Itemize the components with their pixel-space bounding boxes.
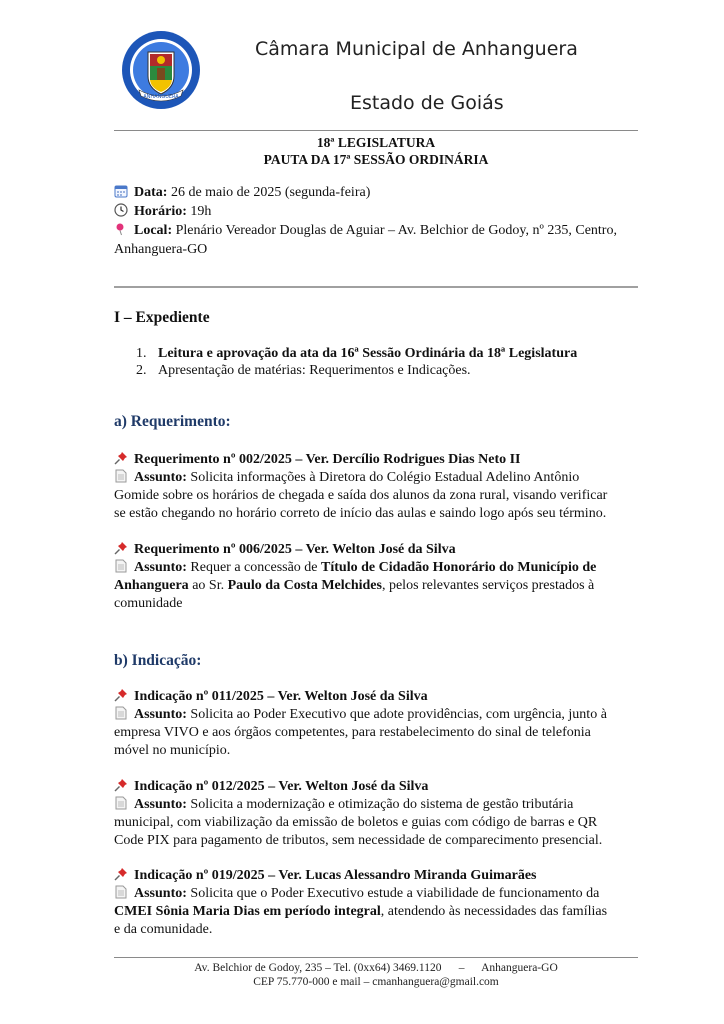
indicacao-text: empresa VIVO e aos órgãos competentes, para restabelecimento do sinal de telefonia xyxy=(114,725,591,740)
indicacao-text: CMEI Sônia Maria Dias em período integral, atendendo às necessidades das famílias xyxy=(114,904,608,919)
requerimento-heading: a) Requerimento: xyxy=(114,413,231,430)
time-value: 19h xyxy=(186,204,212,219)
indicacao-text: municipal, com viabilização da emissão de boletos e guias com código de barras e QR xyxy=(114,815,598,830)
place-value-1: Plenário Vereador Douglas de Aguiar – Av. Belchior de Godoy, nº 235, Centro, xyxy=(172,223,617,238)
pushpin-icon xyxy=(114,867,128,881)
indicacao-title: Indicação nº 011/2025 – Ver. Welton José da Silva xyxy=(114,688,644,706)
list-item: 1. Leitura e aprovação da ata da 16ª Sessão Ordinária da 18ª Legislatura xyxy=(136,346,578,361)
pushpin-icon xyxy=(114,451,128,465)
time-label: Horário: xyxy=(134,204,187,219)
requerimento-text: Gomide sobre os horários de chegada e saída dos alunos da zona rural, visando verificar xyxy=(114,488,608,503)
requerimento-text: se estão chegando no horário correto de início das aulas e saindo logo após seu término. xyxy=(114,506,607,521)
requerimento-text: Anhanguera ao Sr. Paulo da Costa Melchides, pelos relevantes serviços prestados à xyxy=(114,578,595,593)
page-icon xyxy=(114,559,128,573)
requerimento-text: comunidade xyxy=(114,596,183,611)
footer-divider xyxy=(114,957,638,958)
pushpin-icon xyxy=(114,688,128,702)
round-pushpin-icon xyxy=(114,222,128,236)
page-icon xyxy=(114,469,128,483)
page-icon xyxy=(114,796,128,810)
indicacao-heading: b) Indicação: xyxy=(114,652,202,669)
requerimento-assunto: Assunto: Solicita informações à Diretora do Colégio Estadual Adelino Antônio xyxy=(114,469,644,487)
indicacao-text: e da comunidade. xyxy=(114,922,213,937)
requerimento-title: Requerimento nº 006/2025 – Ver. Welton José da Silva xyxy=(114,541,644,559)
requerimento-assunto: Assunto: Requer a concessão de Título de Cidadão Honorário do Município de xyxy=(114,559,644,577)
indicacao-title: Indicação nº 012/2025 – Ver. Welton José da Silva xyxy=(114,778,644,796)
place-label: Local: xyxy=(134,223,173,238)
info-time xyxy=(114,203,644,221)
pushpin-icon xyxy=(114,541,128,555)
list-item: 2. Apresentação de matérias: Requerimentos e Indicações. xyxy=(136,363,471,378)
indicacao-text: móvel no município. xyxy=(114,743,231,758)
page-subtitle: Estado de Goiás xyxy=(350,92,504,114)
info-divider xyxy=(114,286,638,288)
calendar-icon xyxy=(114,184,128,198)
header-divider xyxy=(114,130,638,131)
page-icon xyxy=(114,706,128,720)
pauta-heading: PAUTA DA 17ª SESSÃO ORDINÁRIA xyxy=(263,152,489,167)
info-date xyxy=(114,184,644,202)
place-value-2: Anhanguera-GO xyxy=(114,242,208,257)
requerimento-title: Requerimento nº 002/2025 – Ver. Dercílio Rodrigues Dias Neto II xyxy=(114,451,644,469)
date-label: Data: xyxy=(134,185,168,200)
indicacao-title: Indicação nº 019/2025 – Ver. Lucas Alessandro Miranda Guimarães xyxy=(114,867,644,885)
seal-text: ANHANGUERA xyxy=(143,94,179,100)
indicacao-assunto: Assunto: Solicita que o Poder Executivo estude a viabilidade de funcionamento da xyxy=(114,885,644,903)
footer-address: Av. Belchior de Godoy, 235 – Tel. (0xx64) 3469.1120 – Anhanguera-GO xyxy=(194,962,558,974)
indicacao-assunto: Assunto: Solicita ao Poder Executivo que adote providências, com urgência, junto à xyxy=(114,706,644,724)
date-value: 26 de maio de 2025 (segunda-feira) xyxy=(167,185,371,200)
pushpin-icon xyxy=(114,778,128,792)
legislatura-heading: 18ª LEGISLATURA xyxy=(316,135,436,150)
clock-icon xyxy=(114,203,128,217)
indicacao-assunto: Assunto: Solicita a modernização e otimização do sistema de gestão tributária xyxy=(114,796,644,814)
footer-contact: CEP 75.770-000 e mail – cmanhanguera@gmail.com xyxy=(253,976,499,988)
page-icon xyxy=(114,885,128,899)
indicacao-text: Code PIX para pagamento de tributos, sem necessidade de comparecimento presencial. xyxy=(114,833,603,848)
page-title: Câmara Municipal de Anhanguera xyxy=(255,38,578,60)
expediente-heading: I – Expediente xyxy=(114,309,210,326)
info-place xyxy=(114,222,644,240)
municipal-seal xyxy=(121,30,201,110)
